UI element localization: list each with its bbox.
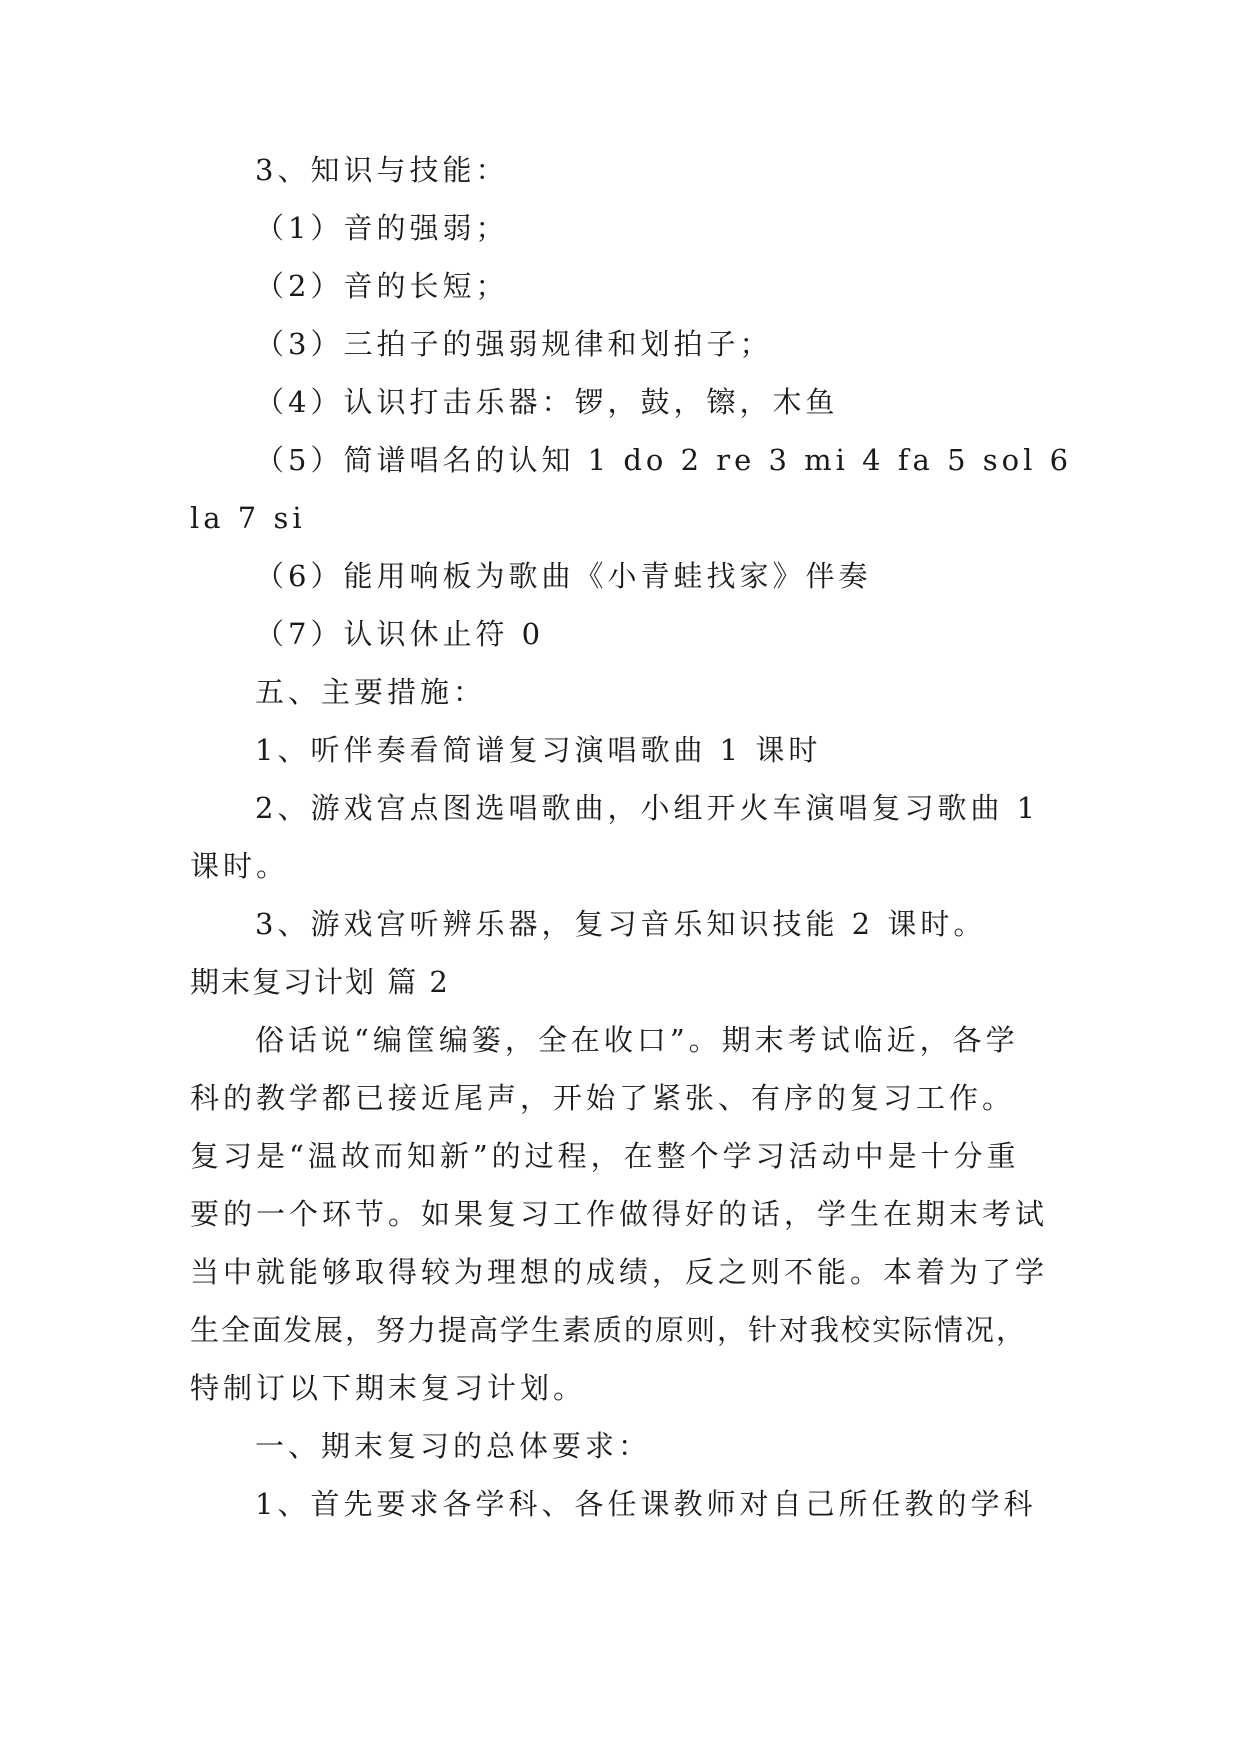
text-line: （2）音的长短；	[255, 269, 509, 303]
section-heading: 一、期末复习的总体要求：	[255, 1429, 652, 1463]
text-line: （1）音的强弱；	[255, 211, 509, 245]
text-line: 科的教学都已接近尾声，开始了紧张、有序的复习工作。	[190, 1081, 1016, 1115]
article-heading: 期末复习计划 篇 2	[190, 965, 450, 999]
text-line: 特制订以下期末复习计划。	[190, 1371, 587, 1405]
text-line: 生全面发展，努力提高学生素质的原则，针对我校实际情况，	[190, 1313, 1028, 1347]
text-line: （4）认识打击乐器：锣，鼓，镲，木鱼	[255, 385, 839, 419]
text-line: la 7 si	[190, 501, 306, 535]
text-line: 当中就能够取得较为理想的成绩，反之则不能。本着为了学	[190, 1255, 1049, 1289]
text-line: 1、首先要求各学科、各任课教师对自己所任教的学科	[255, 1487, 1037, 1521]
text-line: 课时。	[190, 849, 290, 883]
text-line: （3）三拍子的强弱规律和划拍子；	[255, 327, 773, 361]
text-line: 3、知识与技能：	[255, 153, 509, 187]
section-heading: 五、主要措施：	[255, 675, 487, 709]
text-line: 2、游戏宫点图选唱歌曲，小组开火车演唱复习歌曲 1	[255, 791, 1040, 825]
text-line: 要的一个环节。如果复习工作做得好的话，学生在期末考试	[190, 1197, 1049, 1231]
text-line: 复习是“温故而知新”的过程，在整个学习活动中是十分重	[190, 1139, 1020, 1173]
text-line: 俗话说“编筐编篓，全在收口”。期末考试临近，各学	[255, 1023, 1019, 1057]
text-line: （6）能用响板为歌曲《小青蛙找家》伴奏	[255, 559, 872, 593]
text-line: （7）认识休止符 0	[255, 617, 545, 651]
text-line: 3、游戏宫听辨乐器，复习音乐知识技能 2 课时。	[255, 907, 987, 941]
text-line: （5）简谱唱名的认知 1 do 2 re 3 mi 4 fa 5 sol 6	[255, 443, 1073, 477]
text-line: 1、听伴奏看简谱复习演唱歌曲 1 课时	[255, 733, 822, 767]
